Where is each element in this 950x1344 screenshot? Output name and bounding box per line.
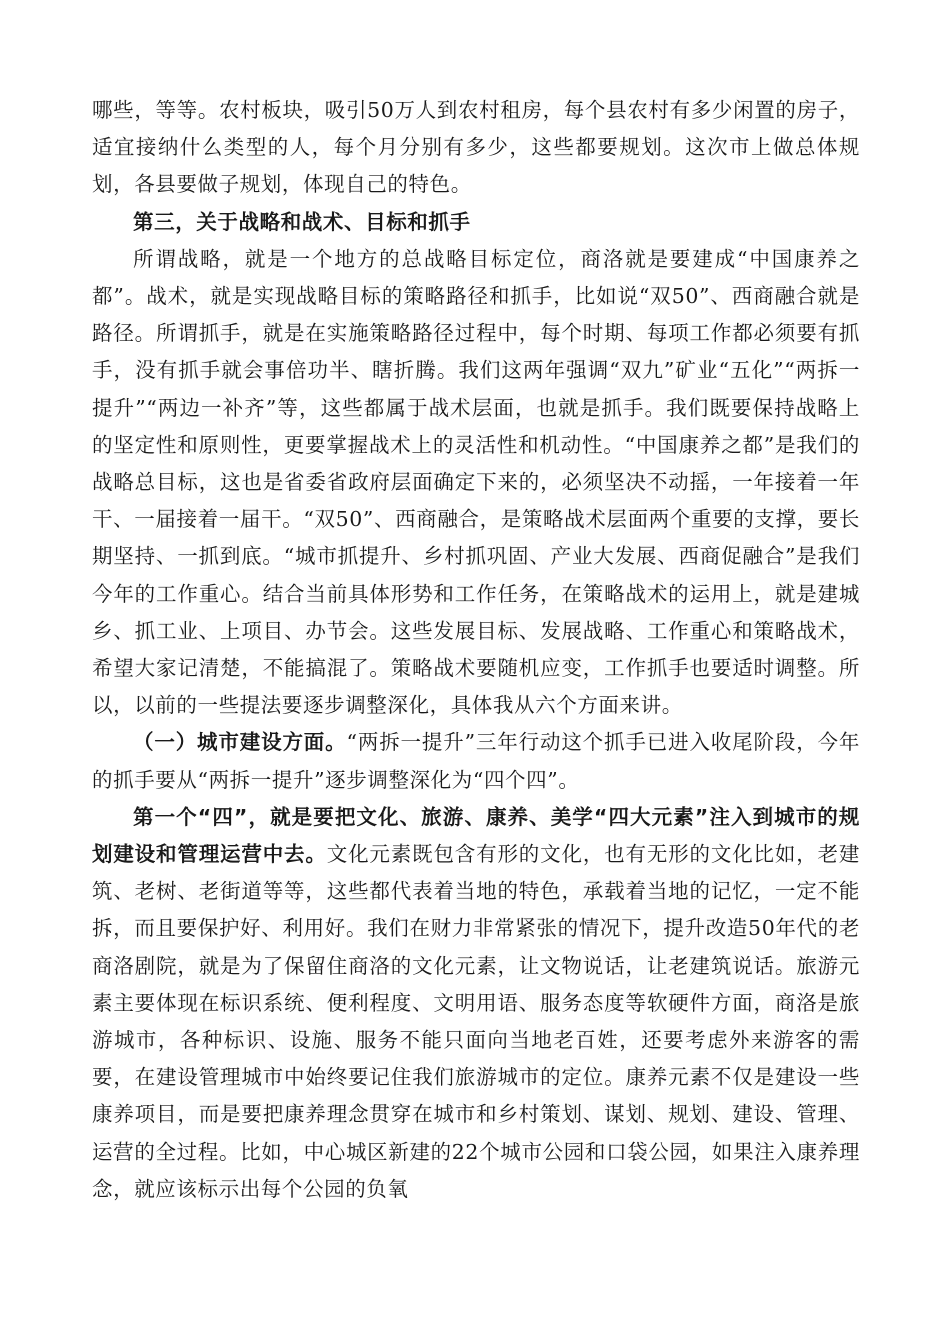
paragraph-four-elements <box>92 799 860 1208</box>
paragraph-body: “两拆一提升”三年行动这个抓手已进入收尾阶段，今年的抓手要从“两拆一提升”逐步调整深化为“四个四”。 <box>92 730 860 792</box>
document-page <box>92 92 860 1208</box>
paragraph-continuation: 哪些，等等。农村板块，吸引50万人到农村租房，每个县农村有多少闲置的房子，适宜接纳什么类型的人，每个月分别有多少，这些都要规划。这次市上做总体规划，各县要做子规划，体现自己的特色。 <box>92 98 860 197</box>
paragraph-body: 文化元素既包含有形的文化，也有无形的文化比如，老建筑、老树、老街道等等，这些都代表着当地的特色，承载着当地的记忆，一定不能拆，而且要保护好、利用好。我们在财力非常紧张的情况下，提升改造50年代的老商洛剧院，就是为了保留住商洛的文化元素，让文物说话，让老建筑说话。旅游元素主要体现在标识系统、便利程度、文明用语、服务态度等软硬件方面，商洛是旅游城市，各种标识、设施、服务不能只面向当地老百姓，还要考虑外来游客的需要，在建设管理城市中始终要记住我们旅游城市的定位。康养元素不仅是建设一些康养项目，而是要把康养理念贯穿在城市和乡村策划、谋划、规划、建设、管理、运营的全过程。比如，中心城区新建的22个城市公园和口袋公园，如果注入康养理念，就应该标示出每个公园的负氧 <box>92 842 861 1201</box>
section-heading-3: 第三，关于战略和战术、目标和抓手 <box>133 209 471 234</box>
paragraph-strategy: 所谓战略，就是一个地方的总战略目标定位，商洛就是要建成“中国康养之都”。战术，就是实现战略目标的策略路径和抓手，比如说“双50”、西商融合就是路径。所谓抓手，就是在实施策略路径过程中，每个时期、每项工作都必须要有抓手，没有抓手就会事倍功半、瞎折腾。我们这两年强调“双九”矿业“五化”“两拆一提升”“两边一补齐”等，这些都属于战术层面，也就是抓手。我们既要保持战略上的坚定性和原则性，更要掌握战术上的灵活性和机动性。“中国康养之都”是我们的战略总目标，这也是省委省政府层面确定下来的，必须坚决不动摇，一年接着一年干、一届接着一届干。“双50”、西商融合，是策略战术层面两个重要的支撑，要长期坚持、一抓到底。“城市抓提升、乡村抓巩固、产业大发展、西商促融合”是我们今年的工作重心。结合当前具体形势和工作任务，在策略战术的运用上，就是建城乡、抓工业、上项目、办节会。这些发展目标、发展战略、工作重心和策略战术，希望大家记清楚，不能搞混了。策略战术要随机应变，工作抓手也要适时调整。所以，以前的一些提法要逐步调整深化，具体我从六个方面来讲。 <box>92 246 860 718</box>
bold-lead: （一）城市建设方面。 <box>133 730 347 755</box>
paragraph-city-construction <box>92 724 860 798</box>
bold-lead: 第一个“四”，就是要把文化、旅游、康养、美学“四大元素”注入到城市的规划建设和管理运营中去。 <box>92 804 860 867</box>
